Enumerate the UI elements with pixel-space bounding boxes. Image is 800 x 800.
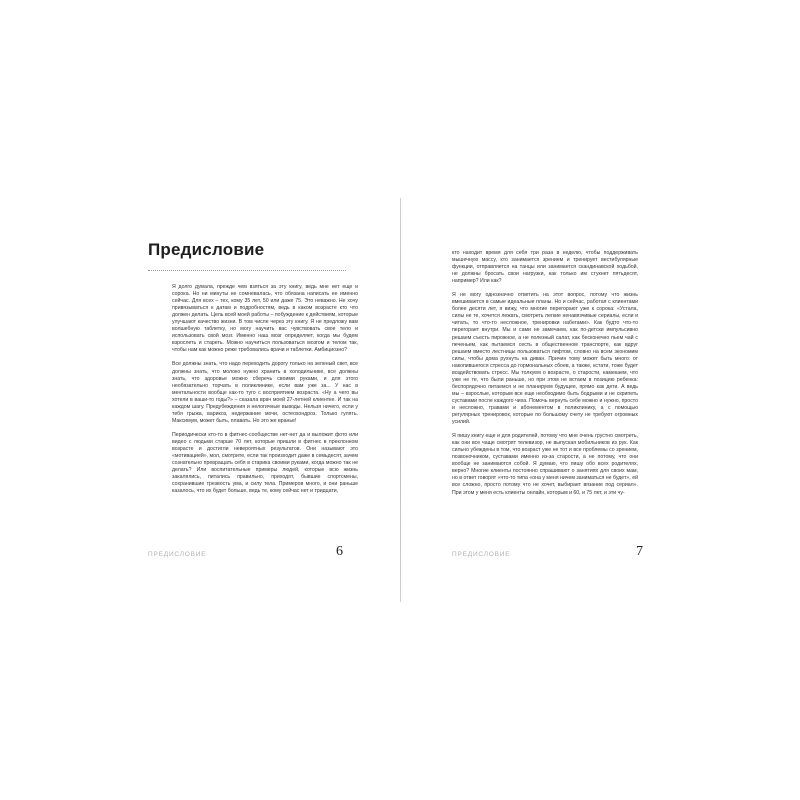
right-page bbox=[452, 200, 702, 580]
paragraph: Все должны знать, что надо переходить дорогу только на зеленый свет, все должны знать, что молоко нужно хранить в холодильнике, все должны знать, что здоровье можно сберечь своими руками, и для этого необязательно торчать в поликлинике, если вам уже за... У нас в ментальности вообще как-то туго с восприятием возраста. «Ну а чего вы хотели в ваши-то годы?» – сказала врач моей 27-летней клиентке. И так на каждом шагу. Предубеждения и нелогичные выводы. Нельзя ничего, если у тебя грыжа, варикоз, недержание мочи, остеохондроз. Только гулять. Максимум, может быть, плавать. Но это же вранье! bbox=[172, 361, 358, 424]
title-dotted-rule bbox=[148, 270, 346, 271]
left-page-body bbox=[172, 284, 358, 502]
running-footer-label: ПРЕДИСЛОВИЕ bbox=[148, 551, 207, 558]
chapter-title: Предисловие bbox=[148, 240, 265, 259]
paragraph: Я пишу книгу еще и для родителей, потому что мне очень грустно смотреть, как они все чаще смотрят телевизор, не выпуская мобильников из рук. Как сильно убеждены в том, что возраст уже не тот и все проблемы со зрением, позвоночником, суставами именно из-за старости, а не потому, что они вообще не занимаются собой. Я думаю, что пишу обо всех родителях, верно? Многие клиенты постоянно спрашивают о занятиях для своих мам, но в ответ говорят «что-то типа «она у меня ничем заниматься не будет», ей все сложно, просто потому что не хочет, выбирает вязание под сериал». При этом у меня есть клиенты онлайн, которым и 60, и 75 лет, и эти чу- bbox=[452, 433, 638, 496]
left-page bbox=[148, 200, 398, 580]
paragraph: кто находит время для себя три раза в неделю, чтобы поддерживать мышечную массу, кто занимается зрением и тренирует вестибулярные функции, отправляется на танцы или занимается скандинавской ходьбой, не должны бросать свои нагрузки, как только им стукнет пятьдесят, например? Или как? bbox=[452, 250, 638, 285]
paragraph: Я не могу однозначно ответить на этот вопрос, потому что жизнь вмешивается в самые идеальные планы. Но и сейчас, работая с клиентами более десяти лет, я вижу, что многие перегорают уже к сорока: «Устала, силы не те, хочется лежать, смотреть легкие ненавязчивые сериалы, если и читать, то что-то несложное, тренировки набегами». Как будто что-то перегорает внутри. Мы и сами не замечаем, как по-детски импульсивно решаем съесть пирожное, а не полезный салат, как бесконечно пьем чай с печеньем, как пытаемся сесть в общественном транспорте, как вдруг решаем вместо лестницы пользоваться лифтом, словно на всем экономим силы, чтобы дома рухнуть на диван. Причин тому может быть много: от накопившегося стресса до гормональных сбоев, а также, кстати, тоже будет воздействовать стресс. Мы толкуем о возрасте, о старости, намекаем, что уже не те, что были раньше, но при этом не встаем в позицию ребенка: беспорядочно питаемся и не планируем будущее, прямо как дети. А ведь мы – взрослые, которым все еще необходимо быть бодрыми и не скрипеть суставами после каждого чиха. Помочь вернуть себе можно и нужно, просто и несложно, травами и абонементом в поликлинику, а с помощью регулярных тренировок, которые по большому счету не требуют огромных усилий. bbox=[452, 292, 638, 426]
right-page-body bbox=[452, 250, 638, 504]
page-number: 7 bbox=[636, 544, 643, 559]
paragraph: Я долго думала, прежде чем взяться за эту книгу, ведь мне нет еще и сорока. Но ни минуты не сомневалась, что обязана написать ее именно сейчас. Для всех – тех, кому 35 лет, 50 или даже 75. Это неважно. Не хочу привязываться к датам и подробностям, ведь в каком возрасте кто что должен делать. Цель всей моей работы – побуждение к действиям, которые улучшают качество жизни. В том числе через эту книгу. Я не предложу вам волшебную таблетку, но могу научить вас чувствовать свое тело и использовать свой мозг. Именно наш мозг определяет, когда мы будем взрослеть и стареть. Можно научиться пользоваться мозгом и телом так, чтобы нам как можно реже требовались врачи и таблетки. Амбициозно? bbox=[172, 284, 358, 354]
page-number: 6 bbox=[336, 544, 343, 559]
paragraph: Периодически кто-то в фитнес-сообществе нет-нет да и выложит фото или видео с людьми старше 70 лет, которые пришли в фитнес в преклонном возрасте и достигли невероятных результатов. Они называют это «мотивацией», мол, смотрите, если так произходит даже в семьдесят, зачем сознательно превращать себя в старика своими руками, когда можно так не делать? Или воспитательные примеры людей, которые всю жизнь закалялись, питались правильно, приходят, бывшие спортсмены, сохранившие трезвость ума, и силу тела. Примеров много, и они раньше казалось, что их будет больше, ведь те, кому сейчас нет и тридцати, bbox=[172, 431, 358, 495]
running-footer-label: ПРЕДИСЛОВИЕ bbox=[452, 551, 511, 558]
book-gutter bbox=[400, 198, 401, 602]
